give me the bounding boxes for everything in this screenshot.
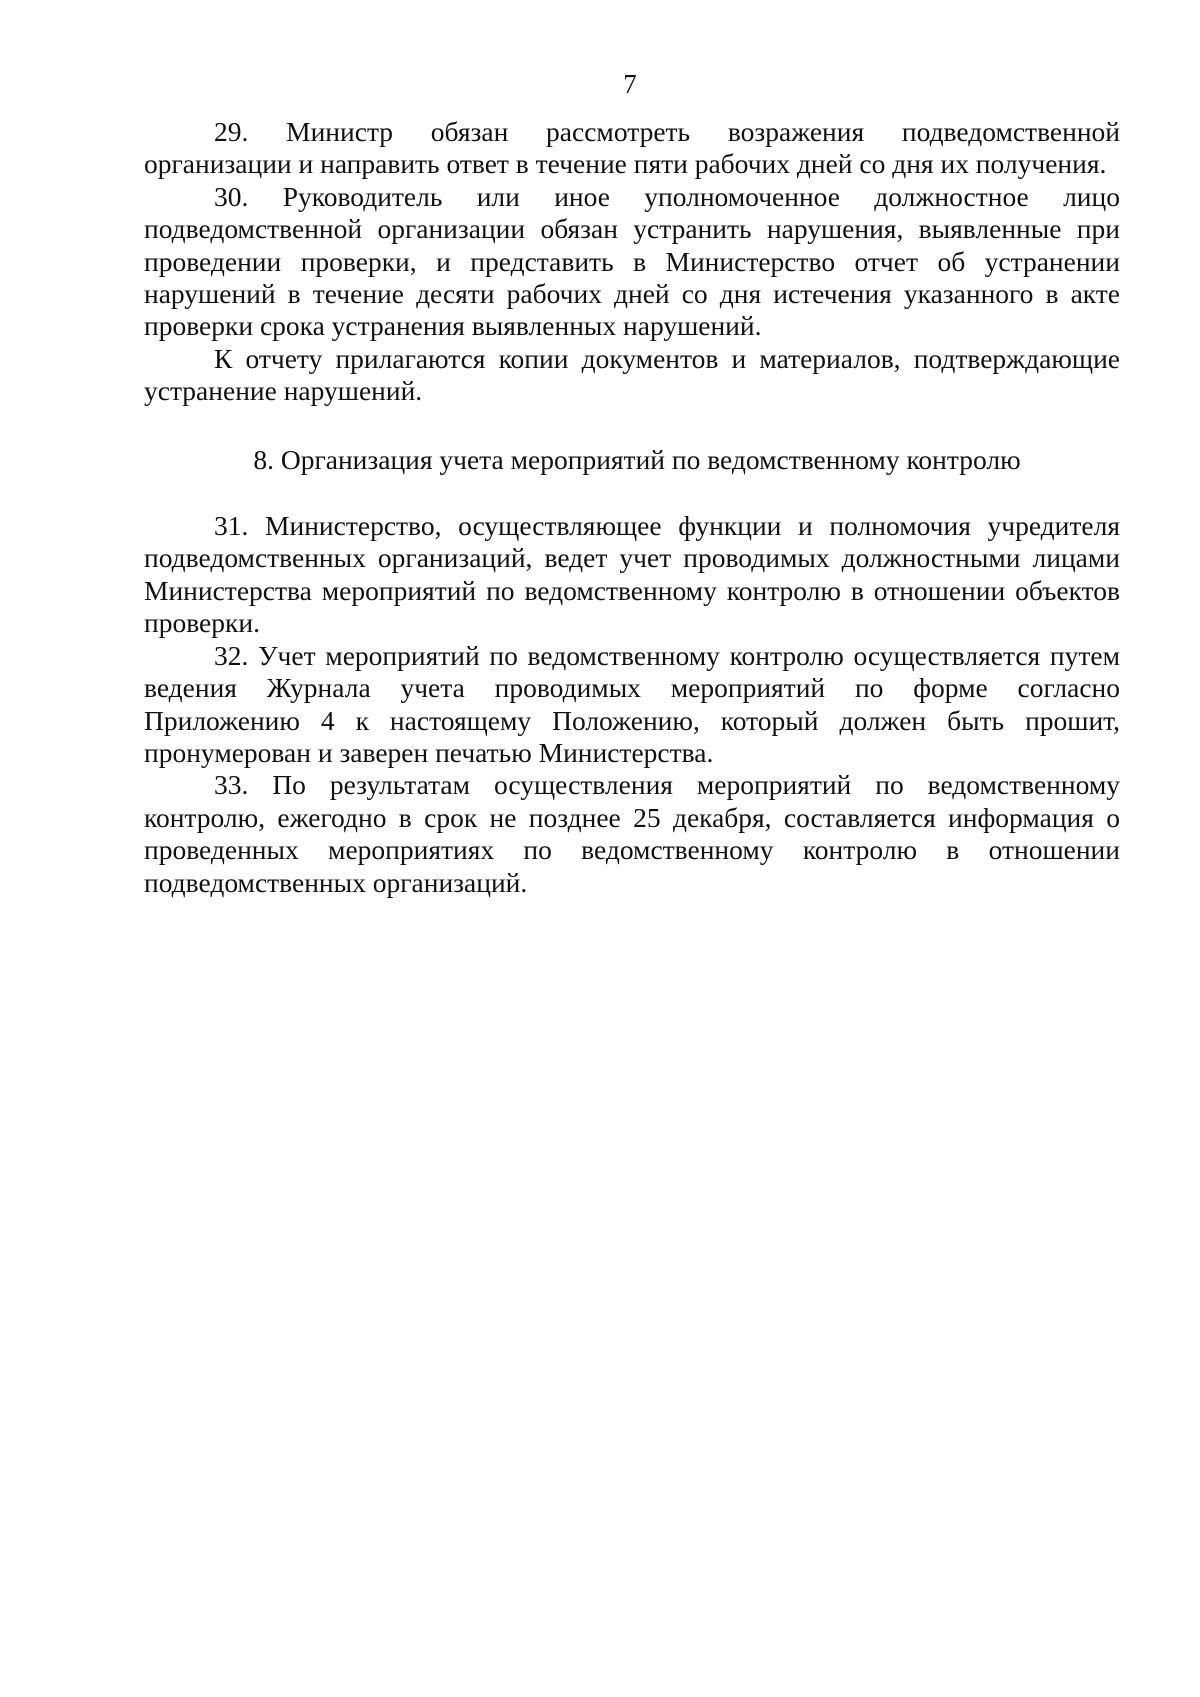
paragraph-33: 33. По результатам осуществления мероприятий по ведомственному контролю, ежегодно в срок не позднее 25 декабря, составляется информация о проведенных мероприятиях по ведомственному контролю в отношении подведомственных организаций.	[144, 769, 1120, 898]
document-body	[144, 116, 1120, 899]
section-heading: 8. Организация учета мероприятий по ведомственному контролю	[253, 443, 1021, 475]
paragraph-32: 32. Учет мероприятий по ведомственному контролю осуществляется путем ведения Журнала учета проводимых мероприятий по форме согласно Приложению 4 к настоящему Положению, который должен быть прошит, пронумерован и заверен печатью Министерства.	[144, 639, 1120, 768]
paragraph-29: 29. Министр обязан рассмотреть возражения подведомственной организации и направить ответ в течение пяти рабочих дней со дня их получения.	[144, 116, 1120, 180]
paragraph-report-attachments: К отчету прилагаются копии документов и материалов, подтверждающие устранение нарушений.	[144, 342, 1120, 407]
paragraph-30: 30. Руководитель или иное уполномоченное должностное лицо подведомственной организации обязан устранить нарушения, выявленные при проведении проверки, и представить в Министерство отчет об устранении нарушений в течение десяти рабочих дней со дня истечения указанного в акте проверки срока устранения выявленных нарушений.	[144, 180, 1120, 342]
page-number: 7	[623, 69, 637, 99]
paragraph-31: 31. Министерство, осуществляющее функции и полномочия учредителя подведомственных организаций, ведет учет проводимых должностными лицами Министерства мероприятий по ведомственному контролю в отношении объектов проверки.	[144, 510, 1120, 639]
